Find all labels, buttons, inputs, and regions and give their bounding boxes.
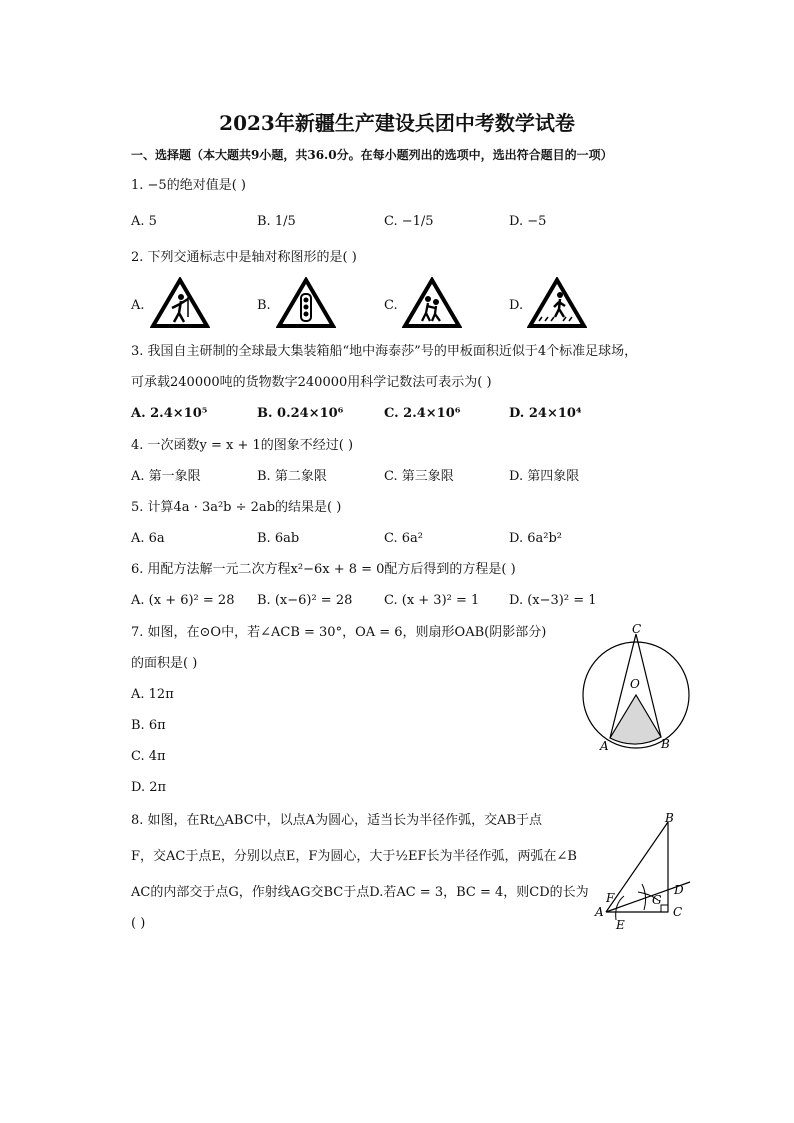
right-triangle-figure (594, 810, 698, 934)
q5-option-a: A. 6a (131, 531, 165, 546)
traffic-sign-a-icon (150, 277, 210, 329)
q6-option-c: C. (x + 3)² = 1 (384, 593, 480, 608)
q7-option-a: A. 12π (131, 687, 174, 702)
q2-option-c: C. (384, 298, 398, 313)
q5-option-d: D. 6a²b² (509, 531, 562, 546)
question-7-stem-line2: 的面积是( ) (131, 656, 198, 671)
q3-option-a: A. 2.4×10⁵ (131, 406, 208, 421)
q7-option-b: B. 6π (131, 718, 166, 733)
question-1-stem: 1. −5的绝对值是( ) (131, 178, 246, 193)
label-b: B (661, 737, 670, 751)
q3-option-c: C. 2.4×10⁶ (384, 406, 461, 421)
q6-option-b: B. (x−6)² = 28 (257, 593, 353, 608)
question-8-stem-line3: AC的内部交于点G，作射线AG交BC于点D.若AC = 3，BC = 4，则CD的长为 (131, 885, 589, 900)
label-d: D (674, 883, 684, 897)
traffic-sign-b-icon (276, 277, 336, 329)
page-title: 2023年新疆生产建设兵团中考数学试卷 (219, 111, 575, 135)
question-7-stem-line1: 7. 如图，在⊙O中，若∠ACB = 30°，OA = 6，则扇形OAB(阴影部分) (131, 625, 547, 640)
label-c: C (673, 905, 683, 919)
question-3-stem-line2: 可承载240000吨的货物数字240000用科学记数法可表示为( ) (131, 375, 492, 390)
question-8-stem-line2: F，交AC于点E，分别以点E，F为圆心，大于½EF长为半径作弧，两弧在∠B (131, 849, 577, 864)
question-2-stem: 2. 下列交通标志中是轴对称图形的是( ) (131, 250, 357, 265)
q7-option-d: D. 2π (131, 780, 167, 795)
q4-option-d: D. 第四象限 (509, 469, 580, 484)
circle-sector-figure (574, 620, 698, 758)
q1-option-d: D. −5 (509, 214, 547, 229)
q6-option-d: D. (x−3)² = 1 (509, 593, 597, 608)
question-5-stem: 5. 计算4a · 3a²b ÷ 2ab的结果是( ) (131, 500, 342, 515)
label-a: A (600, 739, 609, 753)
q1-option-b: B. 1/5 (257, 214, 296, 229)
question-6-stem: 6. 用配方法解一元二次方程x²−6x + 8 = 0配方后得到的方程是( ) (131, 562, 516, 577)
q4-option-c: C. 第三象限 (384, 469, 454, 484)
question-3-stem-line1: 3. 我国自主研制的全球最大集装箱船“地中海泰莎”号的甲板面积近似于4个标准足球场， (131, 344, 638, 359)
question-4-stem: 4. 一次函数y = x + 1的图象不经过( ) (131, 438, 354, 453)
q4-option-b: B. 第二象限 (257, 469, 327, 484)
q6-option-a: A. (x + 6)² = 28 (131, 593, 235, 608)
traffic-sign-c-icon (402, 277, 462, 329)
q2-option-a: A. (131, 298, 145, 313)
traffic-sign-d-icon (527, 277, 587, 329)
q2-option-d: D. (509, 298, 524, 313)
q3-option-d: D. 24×10⁴ (509, 406, 582, 421)
q1-option-a: A. 5 (131, 214, 157, 229)
q3-option-b: B. 0.24×10⁶ (257, 406, 344, 421)
label-f: F (606, 891, 615, 905)
q4-option-a: A. 第一象限 (131, 469, 201, 484)
q2-option-b: B. (257, 298, 271, 313)
question-8-stem-line1: 8. 如图，在Rt△ABC中，以点A为圆心，适当长为半径作弧，交AB于点 (131, 813, 543, 828)
label-a: A (595, 905, 604, 919)
question-8-stem-line4: ( ) (131, 916, 146, 931)
label-e: E (616, 918, 625, 932)
q7-option-c: C. 4π (131, 749, 166, 764)
label-c: C (632, 622, 642, 636)
q1-option-c: C. −1/5 (384, 214, 434, 229)
section-heading: 一、选择题（本大题共9小题，共36.0分。在每小题列出的选项中，选出符合题目的一项） (131, 148, 613, 162)
label-b: B (665, 811, 674, 825)
q5-option-c: C. 6a² (384, 531, 423, 546)
label-o: O (630, 677, 640, 691)
label-g: G (652, 893, 662, 907)
q5-option-b: B. 6ab (257, 531, 300, 546)
